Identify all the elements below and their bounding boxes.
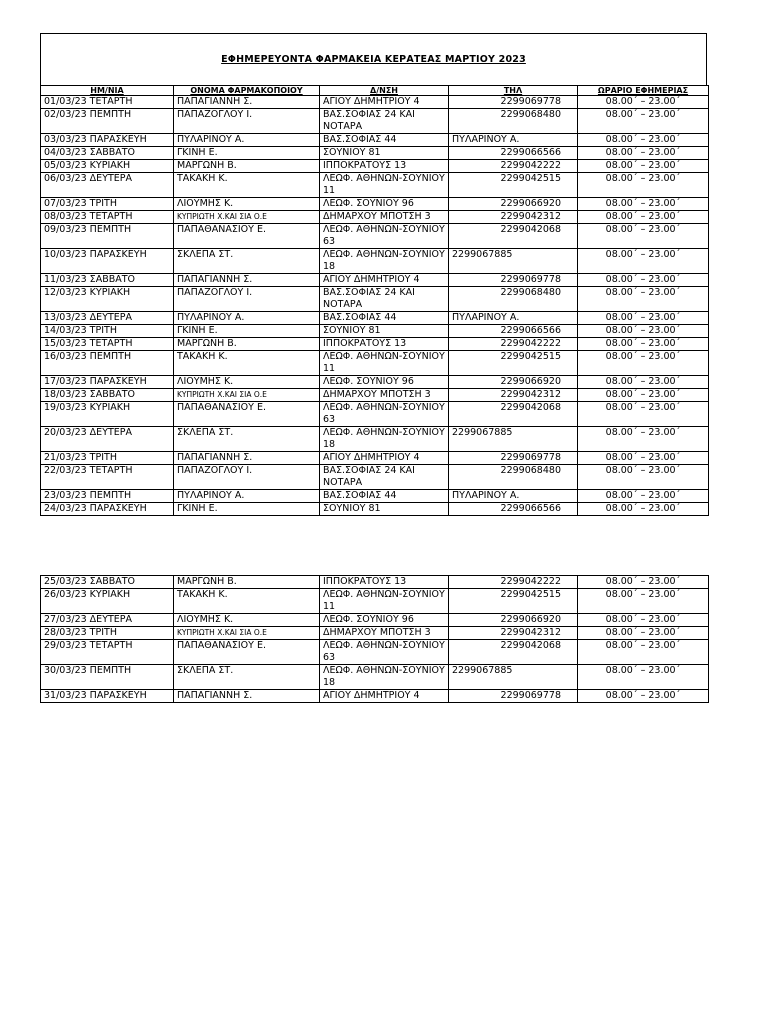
cell-pharmacist: ΠΑΠΑΓΙΑΝΝΗ Σ.	[174, 96, 320, 109]
cell-pharmacist: ΛΙΟΥΜΗΣ Κ.	[174, 376, 320, 389]
cell-hours: 08.00΄ – 23.00΄	[578, 312, 709, 325]
cell-pharmacist: ΓΚΙΝΗ Ε.	[174, 147, 320, 160]
cell-phone: 2299042312	[449, 627, 578, 640]
cell-pharmacist: ΛΙΟΥΜΗΣ Κ.	[174, 614, 320, 627]
cell-date: 02/03/23 ΠΕΜΠΤΗ	[41, 109, 174, 134]
table-row	[41, 351, 709, 376]
cell-phone: 2299068480	[449, 287, 578, 312]
cell-date: 27/03/23 ΔΕΥΤΕΡΑ	[41, 614, 174, 627]
cell-phone: 2299067885	[449, 665, 578, 690]
cell-hours: 08.00΄ – 23.00΄	[578, 376, 709, 389]
cell-date: 23/03/23 ΠΕΜΠΤΗ	[41, 490, 174, 503]
cell-hours: 08.00΄ – 23.00΄	[578, 211, 709, 224]
table-row	[41, 576, 709, 589]
cell-date: 16/03/23 ΠΕΜΠΤΗ	[41, 351, 174, 376]
cell-pharmacist: ΤΑΚΑΚΗ Κ.	[174, 589, 320, 614]
table-row	[41, 274, 709, 287]
cell-address: ΑΓΙΟΥ ΔΗΜΗΤΡΙΟΥ 4	[320, 690, 449, 703]
cell-hours: 08.00΄ – 23.00΄	[578, 160, 709, 173]
cell-hours: 08.00΄ – 23.00΄	[578, 427, 709, 452]
cell-address: ΑΓΙΟΥ ΔΗΜΗΤΡΙΟΥ 4	[320, 274, 449, 287]
cell-date: 28/03/23 ΤΡΙΤΗ	[41, 627, 174, 640]
cell-address: ΛΕΩΦ. ΣΟΥΝΙΟΥ 96	[320, 376, 449, 389]
cell-hours: 08.00΄ – 23.00΄	[578, 614, 709, 627]
cell-date: 20/03/23 ΔΕΥΤΕΡΑ	[41, 427, 174, 452]
cell-address: ΔΗΜΑΡΧΟΥ ΜΠΟΤΣΗ 3	[320, 211, 449, 224]
cell-date: 19/03/23 ΚΥΡΙΑΚΗ	[41, 402, 174, 427]
cell-address: ΙΠΠΟΚΡΑΤΟΥΣ 13	[320, 576, 449, 589]
cell-hours: 08.00΄ – 23.00΄	[578, 224, 709, 249]
cell-date: 14/03/23 ΤΡΙΤΗ	[41, 325, 174, 338]
cell-date: 07/03/23 ΤΡΙΤΗ	[41, 198, 174, 211]
cell-pharmacist: ΠΑΠΑΖΟΓΛΟΥ Ι.	[174, 465, 320, 490]
cell-pharmacist: ΣΚΛΕΠΑ ΣΤ.	[174, 249, 320, 274]
header-phone: ΤΗΛ	[449, 86, 578, 96]
cell-phone: 2299066920	[449, 614, 578, 627]
table-row	[41, 198, 709, 211]
cell-pharmacist: ΠΥΛΑΡΙΝΟΥ Α.	[174, 490, 320, 503]
cell-phone: ΠΥΛΑΡΙΝΟΥ Α.	[449, 134, 578, 147]
table-row	[41, 160, 709, 173]
header-hours: ΩΡΑΡΙΟ ΕΦΗΜΕΡΙΑΣ	[578, 86, 709, 96]
cell-hours: 08.00΄ – 23.00΄	[578, 490, 709, 503]
table-row	[41, 452, 709, 465]
cell-date: 25/03/23 ΣΑΒΒΑΤΟ	[41, 576, 174, 589]
cell-pharmacist: ΠΑΠΑΖΟΓΛΟΥ Ι.	[174, 287, 320, 312]
cell-date: 15/03/23 ΤΕΤΑΡΤΗ	[41, 338, 174, 351]
table-row	[41, 287, 709, 312]
cell-hours: 08.00΄ – 23.00΄	[578, 147, 709, 160]
cell-hours: 08.00΄ – 23.00΄	[578, 134, 709, 147]
cell-address: ΛΕΩΦ. ΑΘΗΝΩΝ-ΣΟΥΝΙΟΥ 63	[320, 224, 449, 249]
cell-phone: 2299042515	[449, 351, 578, 376]
cell-pharmacist: ΜΑΡΓΩΝΗ Β.	[174, 338, 320, 351]
cell-phone: 2299066920	[449, 198, 578, 211]
cell-phone: 2299042515	[449, 173, 578, 198]
table-row	[41, 312, 709, 325]
cell-address: ΙΠΠΟΚΡΑΤΟΥΣ 13	[320, 160, 449, 173]
cell-phone: 2299042068	[449, 224, 578, 249]
schedule-table-1	[40, 85, 709, 516]
cell-pharmacist: ΛΙΟΥΜΗΣ Κ.	[174, 198, 320, 211]
cell-address: ΛΕΩΦ. ΣΟΥΝΙΟΥ 96	[320, 198, 449, 211]
cell-hours: 08.00΄ – 23.00΄	[578, 198, 709, 211]
table-row	[41, 490, 709, 503]
cell-phone: 2299042312	[449, 389, 578, 402]
cell-address: ΛΕΩΦ. ΑΘΗΝΩΝ-ΣΟΥΝΙΟΥ 18	[320, 665, 449, 690]
cell-phone: 2299067885	[449, 249, 578, 274]
cell-hours: 08.00΄ – 23.00΄	[578, 173, 709, 198]
cell-hours: 08.00΄ – 23.00΄	[578, 109, 709, 134]
cell-address: ΛΕΩΦ. ΣΟΥΝΙΟΥ 96	[320, 614, 449, 627]
cell-address: ΛΕΩΦ. ΑΘΗΝΩΝ-ΣΟΥΝΙΟΥ 11	[320, 173, 449, 198]
cell-date: 21/03/23 ΤΡΙΤΗ	[41, 452, 174, 465]
cell-address: ΛΕΩΦ. ΑΘΗΝΩΝ-ΣΟΥΝΙΟΥ 63	[320, 640, 449, 665]
cell-date: 24/03/23 ΠΑΡΑΣΚΕΥΗ	[41, 503, 174, 516]
cell-date: 09/03/23 ΠΕΜΠΤΗ	[41, 224, 174, 249]
cell-date: 08/03/23 ΤΕΤΑΡΤΗ	[41, 211, 174, 224]
table-row	[41, 338, 709, 351]
table-row	[41, 665, 709, 690]
table-row	[41, 589, 709, 614]
cell-pharmacist: ΠΥΛΑΡΙΝΟΥ Α.	[174, 312, 320, 325]
cell-phone: 2299066566	[449, 325, 578, 338]
cell-phone: 2299068480	[449, 465, 578, 490]
cell-date: 13/03/23 ΔΕΥΤΕΡΑ	[41, 312, 174, 325]
cell-address: ΛΕΩΦ. ΑΘΗΝΩΝ-ΣΟΥΝΙΟΥ 11	[320, 589, 449, 614]
table-row	[41, 173, 709, 198]
header-date: ΗΜ/ΝΙΑ	[41, 86, 174, 96]
cell-pharmacist: ΠΑΠΑΘΑΝΑΣΙΟΥ Ε.	[174, 224, 320, 249]
table-row	[41, 376, 709, 389]
cell-pharmacist: ΠΑΠΑΓΙΑΝΝΗ Σ.	[174, 690, 320, 703]
cell-pharmacist: ΠΑΠΑΓΙΑΝΝΗ Σ.	[174, 274, 320, 287]
cell-pharmacist: ΠΑΠΑΘΑΝΑΣΙΟΥ Ε.	[174, 640, 320, 665]
cell-pharmacist: ΓΚΙΝΗ Ε.	[174, 325, 320, 338]
cell-address: ΒΑΣ.ΣΟΦΙΑΣ 24 ΚΑΙ ΝΟΤΑΡΑ	[320, 109, 449, 134]
cell-address: ΙΠΠΟΚΡΑΤΟΥΣ 13	[320, 338, 449, 351]
cell-address: ΒΑΣ.ΣΟΦΙΑΣ 44	[320, 312, 449, 325]
cell-phone: 2299068480	[449, 109, 578, 134]
cell-hours: 08.00΄ – 23.00΄	[578, 452, 709, 465]
cell-hours: 08.00΄ – 23.00΄	[578, 249, 709, 274]
cell-pharmacist: ΚΥΠΡΙΩΤΗ Χ.ΚΑΙ ΣΙΑ Ο.Ε	[174, 389, 320, 402]
cell-phone: 2299042068	[449, 402, 578, 427]
cell-hours: 08.00΄ – 23.00΄	[578, 589, 709, 614]
table-row	[41, 109, 709, 134]
cell-date: 18/03/23 ΣΑΒΒΑΤΟ	[41, 389, 174, 402]
cell-pharmacist: ΓΚΙΝΗ Ε.	[174, 503, 320, 516]
cell-address: ΣΟΥΝΙΟΥ 81	[320, 503, 449, 516]
cell-address: ΛΕΩΦ. ΑΘΗΝΩΝ-ΣΟΥΝΙΟΥ 11	[320, 351, 449, 376]
cell-hours: 08.00΄ – 23.00΄	[578, 274, 709, 287]
cell-date: 06/03/23 ΔΕΥΤΕΡΑ	[41, 173, 174, 198]
cell-pharmacist: ΤΑΚΑΚΗ Κ.	[174, 173, 320, 198]
cell-hours: 08.00΄ – 23.00΄	[578, 338, 709, 351]
page-title: ΕΦΗΜΕΡΕΥΟΝΤΑ ΦΑΡΜΑΚΕΙΑ ΚΕΡΑΤΕΑΣ ΜΑΡΤΙΟΥ 2023	[221, 54, 526, 65]
cell-pharmacist: ΜΑΡΓΩΝΗ Β.	[174, 576, 320, 589]
cell-address: ΒΑΣ.ΣΟΦΙΑΣ 44	[320, 490, 449, 503]
title-box	[40, 33, 707, 85]
table-row	[41, 640, 709, 665]
table-row	[41, 503, 709, 516]
cell-phone: 2299069778	[449, 96, 578, 109]
cell-address: ΛΕΩΦ. ΑΘΗΝΩΝ-ΣΟΥΝΙΟΥ 18	[320, 427, 449, 452]
cell-hours: 08.00΄ – 23.00΄	[578, 640, 709, 665]
cell-date: 05/03/23 ΚΥΡΙΑΚΗ	[41, 160, 174, 173]
cell-date: 26/03/23 ΚΥΡΙΑΚΗ	[41, 589, 174, 614]
cell-hours: 08.00΄ – 23.00΄	[578, 690, 709, 703]
cell-address: ΔΗΜΑΡΧΟΥ ΜΠΟΤΣΗ 3	[320, 627, 449, 640]
table-row	[41, 389, 709, 402]
cell-pharmacist: ΠΑΠΑΓΙΑΝΝΗ Σ.	[174, 452, 320, 465]
cell-date: 22/03/23 ΤΕΤΑΡΤΗ	[41, 465, 174, 490]
table-row	[41, 402, 709, 427]
cell-hours: 08.00΄ – 23.00΄	[578, 665, 709, 690]
cell-date: 12/03/23 ΚΥΡΙΑΚΗ	[41, 287, 174, 312]
header-row	[41, 86, 709, 96]
cell-phone: 2299042222	[449, 338, 578, 351]
cell-address: ΒΑΣ.ΣΟΦΙΑΣ 24 ΚΑΙ ΝΟΤΑΡΑ	[320, 465, 449, 490]
cell-phone: 2299067885	[449, 427, 578, 452]
cell-hours: 08.00΄ – 23.00΄	[578, 287, 709, 312]
cell-phone: 2299069778	[449, 690, 578, 703]
cell-address: ΒΑΣ.ΣΟΦΙΑΣ 44	[320, 134, 449, 147]
cell-hours: 08.00΄ – 23.00΄	[578, 351, 709, 376]
cell-address: ΛΕΩΦ. ΑΘΗΝΩΝ-ΣΟΥΝΙΟΥ 63	[320, 402, 449, 427]
schedule-table-2	[40, 575, 709, 703]
cell-address: ΣΟΥΝΙΟΥ 81	[320, 325, 449, 338]
cell-phone: ΠΥΛΑΡΙΝΟΥ Α.	[449, 490, 578, 503]
table-row	[41, 627, 709, 640]
table-row	[41, 224, 709, 249]
cell-address: ΛΕΩΦ. ΑΘΗΝΩΝ-ΣΟΥΝΙΟΥ 18	[320, 249, 449, 274]
table-row	[41, 96, 709, 109]
table-row	[41, 325, 709, 338]
cell-address: ΑΓΙΟΥ ΔΗΜΗΤΡΙΟΥ 4	[320, 452, 449, 465]
cell-date: 10/03/23 ΠΑΡΑΣΚΕΥΗ	[41, 249, 174, 274]
cell-date: 11/03/23 ΣΑΒΒΑΤΟ	[41, 274, 174, 287]
cell-date: 29/03/23 ΤΕΤΑΡΤΗ	[41, 640, 174, 665]
cell-date: 04/03/23 ΣΑΒΒΑΤΟ	[41, 147, 174, 160]
cell-phone: 2299042515	[449, 589, 578, 614]
header-address: Δ/ΝΣΗ	[320, 86, 449, 96]
table-row	[41, 465, 709, 490]
cell-phone: 2299066920	[449, 376, 578, 389]
cell-pharmacist: ΚΥΠΡΙΩΤΗ Χ.ΚΑΙ ΣΙΑ Ο.Ε	[174, 627, 320, 640]
header-pharmacist: ΟΝΟΜΑ ΦΑΡΜΑΚΟΠΟΙΟΥ	[174, 86, 320, 96]
cell-hours: 08.00΄ – 23.00΄	[578, 325, 709, 338]
cell-hours: 08.00΄ – 23.00΄	[578, 389, 709, 402]
cell-date: 30/03/23 ΠΕΜΠΤΗ	[41, 665, 174, 690]
cell-phone: 2299042312	[449, 211, 578, 224]
cell-phone: 2299042222	[449, 160, 578, 173]
cell-pharmacist: ΠΑΠΑΘΑΝΑΣΙΟΥ Ε.	[174, 402, 320, 427]
cell-phone: 2299069778	[449, 452, 578, 465]
cell-phone: 2299066566	[449, 147, 578, 160]
table-row	[41, 249, 709, 274]
cell-date: 03/03/23 ΠΑΡΑΣΚΕΥΗ	[41, 134, 174, 147]
cell-date: 31/03/23 ΠΑΡΑΣΚΕΥΗ	[41, 690, 174, 703]
cell-address: ΔΗΜΑΡΧΟΥ ΜΠΟΤΣΗ 3	[320, 389, 449, 402]
cell-phone: 2299042068	[449, 640, 578, 665]
cell-address: ΣΟΥΝΙΟΥ 81	[320, 147, 449, 160]
cell-hours: 08.00΄ – 23.00΄	[578, 465, 709, 490]
cell-pharmacist: ΜΑΡΓΩΝΗ Β.	[174, 160, 320, 173]
cell-phone: ΠΥΛΑΡΙΝΟΥ Α.	[449, 312, 578, 325]
cell-address: ΒΑΣ.ΣΟΦΙΑΣ 24 ΚΑΙ ΝΟΤΑΡΑ	[320, 287, 449, 312]
cell-pharmacist: ΤΑΚΑΚΗ Κ.	[174, 351, 320, 376]
cell-address: ΑΓΙΟΥ ΔΗΜΗΤΡΙΟΥ 4	[320, 96, 449, 109]
table-row	[41, 211, 709, 224]
table-row	[41, 147, 709, 160]
cell-hours: 08.00΄ – 23.00΄	[578, 576, 709, 589]
cell-hours: 08.00΄ – 23.00΄	[578, 402, 709, 427]
table-row	[41, 427, 709, 452]
cell-hours: 08.00΄ – 23.00΄	[578, 627, 709, 640]
table-row	[41, 690, 709, 703]
cell-date: 17/03/23 ΠΑΡΑΣΚΕΥΗ	[41, 376, 174, 389]
cell-pharmacist: ΠΑΠΑΖΟΓΛΟΥ Ι.	[174, 109, 320, 134]
cell-phone: 2299069778	[449, 274, 578, 287]
cell-hours: 08.00΄ – 23.00΄	[578, 96, 709, 109]
table-row	[41, 614, 709, 627]
cell-hours: 08.00΄ – 23.00΄	[578, 503, 709, 516]
cell-pharmacist: ΣΚΛΕΠΑ ΣΤ.	[174, 427, 320, 452]
cell-pharmacist: ΠΥΛΑΡΙΝΟΥ Α.	[174, 134, 320, 147]
cell-pharmacist: ΚΥΠΡΙΩΤΗ Χ.ΚΑΙ ΣΙΑ Ο.Ε	[174, 211, 320, 224]
table-row	[41, 134, 709, 147]
cell-phone: 2299066566	[449, 503, 578, 516]
cell-pharmacist: ΣΚΛΕΠΑ ΣΤ.	[174, 665, 320, 690]
cell-phone: 2299042222	[449, 576, 578, 589]
cell-date: 01/03/23 ΤΕΤΑΡΤΗ	[41, 96, 174, 109]
